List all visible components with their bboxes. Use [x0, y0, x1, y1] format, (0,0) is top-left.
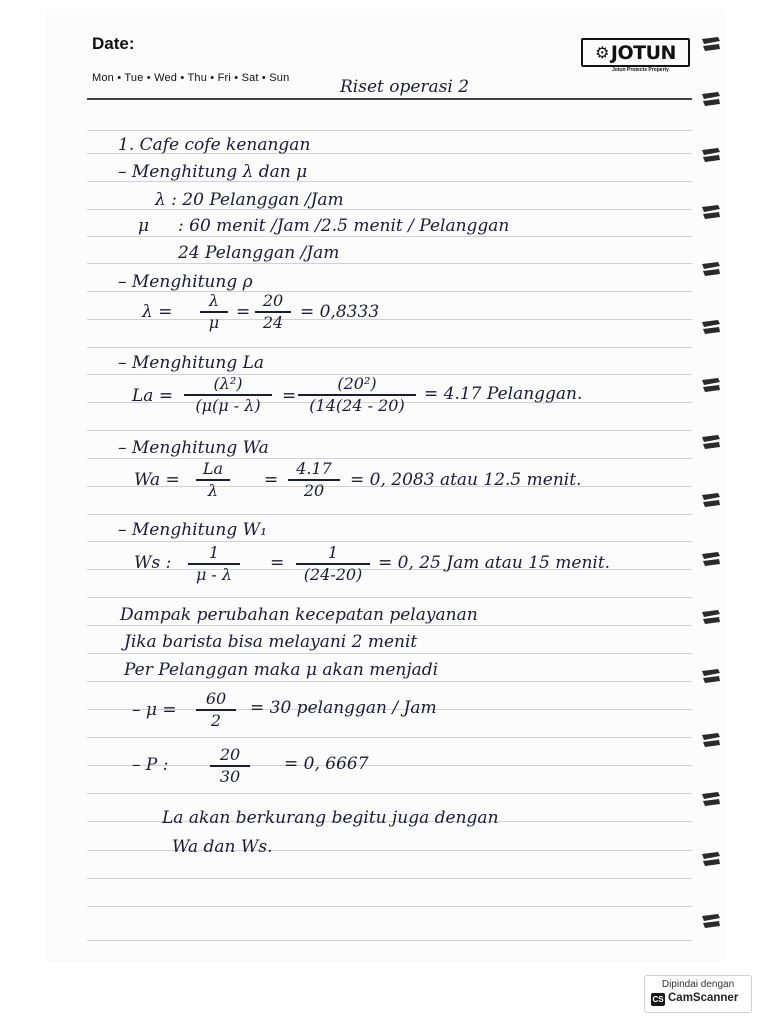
new-rho-lhs: – P : [132, 755, 169, 775]
wa-equals: = [264, 470, 279, 490]
header-rule [87, 98, 692, 100]
ws-denominator-value: (24-20) [303, 564, 363, 584]
note-step-la: – Menghitung La [118, 353, 265, 373]
rho-denominator-value: 24 [262, 312, 284, 332]
wa-denominator-value: 20 [303, 480, 325, 500]
new-mu-denominator: 2 [210, 710, 222, 730]
la-denominator-value: (14(24 - 20) [309, 395, 405, 415]
la-denominator: (μ(μ - λ) [195, 395, 261, 415]
note-step-ws: – Menghitung W₁ [118, 520, 267, 540]
wa-fraction [196, 460, 230, 500]
rho-numerator-value: 20 [262, 291, 284, 310]
la-equals: = [282, 386, 297, 406]
note-mu-value: 24 Pelanggan /Jam [178, 243, 340, 263]
ws-numerator: 1 [208, 543, 220, 562]
note-step-wa: – Menghitung Wa [118, 438, 269, 458]
new-rho-result: = 0, 6667 [284, 754, 369, 774]
new-mu-fraction [196, 690, 236, 730]
ws-fraction [188, 544, 240, 584]
note-mu-symbol: μ [138, 216, 150, 236]
wa-numerator-value: 4.17 [296, 459, 332, 478]
la-result: = 4.17 Pelanggan. [424, 384, 583, 404]
page-title: Riset operasi 2 [340, 77, 470, 97]
wa-numerator: La [202, 459, 224, 478]
note-impact-heading: Dampak perubahan kecepatan pelayanan [120, 605, 478, 625]
note-step-lambda-mu: – Menghitung λ dan μ [118, 162, 308, 182]
la-fraction-values [298, 375, 416, 415]
note-conclusion-2: Wa dan Ws. [172, 837, 273, 857]
note-step-rho: – Menghitung ρ [118, 272, 253, 292]
ws-numerator-value: 1 [327, 543, 339, 562]
weekday-row: Mon • Tue • Wed • Thu • Fri • Sat • Sun [92, 72, 290, 84]
la-fraction [184, 375, 272, 415]
note-conclusion-1: La akan berkurang begitu juga dengan [162, 808, 499, 828]
new-rho-numerator: 20 [219, 745, 241, 764]
rho-numerator: λ [208, 291, 220, 310]
camscanner-watermark [644, 975, 752, 1013]
la-numerator: (λ²) [213, 374, 243, 393]
la-lhs: La = [132, 386, 174, 406]
wa-lhs: Wa = [134, 470, 180, 490]
brand-name: JOTUN [610, 41, 676, 64]
wa-fraction-values [288, 460, 340, 500]
new-mu-result: = 30 pelanggan / Jam [250, 698, 437, 718]
wa-result: = 0, 2083 atau 12.5 menit. [350, 470, 582, 490]
new-rho-denominator: 30 [219, 766, 241, 786]
note-heading: 1. Cafe cofe kenangan [118, 135, 311, 155]
rho-lhs: λ = [142, 302, 173, 322]
new-mu-numerator: 60 [205, 689, 227, 708]
rho-fraction-values [255, 292, 291, 332]
brand-logo [581, 38, 690, 67]
note-impact-line3: Per Pelanggan maka μ akan menjadi [124, 660, 439, 680]
brand-tagline: Jotun Protects Property [612, 67, 669, 73]
ws-result: = 0, 25 Jam atau 15 menit. [378, 553, 611, 573]
ws-denominator: μ - λ [195, 564, 233, 584]
rho-equals: = [236, 302, 251, 322]
logo-mark-icon: ⚙ [595, 43, 609, 62]
rho-result: = 0,8333 [300, 302, 380, 322]
rho-fraction [200, 292, 228, 332]
ws-lhs: Ws : [134, 553, 172, 573]
ws-fraction-values [296, 544, 370, 584]
wa-denominator: λ [207, 480, 219, 500]
new-mu-lhs: – μ = [132, 700, 177, 720]
camscanner-icon: CS [652, 995, 664, 1004]
la-numerator-value: (20²) [337, 374, 377, 393]
note-lambda-value: λ : 20 Pelanggan /Jam [155, 190, 344, 210]
new-rho-fraction [210, 746, 250, 786]
watermark-name: CamScanner [668, 992, 739, 1004]
note-impact-line2: Jika barista bisa melayani 2 menit [124, 632, 418, 652]
rho-denominator: μ [208, 312, 220, 332]
watermark-caption: Dipindai dengan [661, 979, 735, 990]
date-label: Date: [92, 34, 135, 53]
ws-equals: = [270, 553, 285, 573]
note-mu-calc: : 60 menit /Jam /2.5 menit / Pelanggan [178, 216, 510, 236]
